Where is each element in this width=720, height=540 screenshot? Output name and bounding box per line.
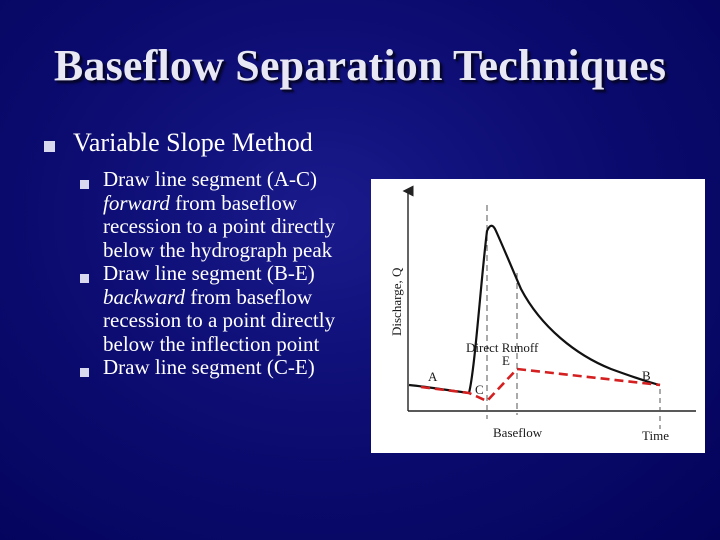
square-bullet-icon xyxy=(80,274,89,283)
sub-bullet-item xyxy=(80,356,370,380)
sub-bullet-text: Draw line segment (A-C) forward from baseflow recession to a point directly below the hydrograph peak xyxy=(103,167,336,262)
square-bullet-icon xyxy=(44,141,55,152)
point-b-label: B xyxy=(642,368,651,383)
slide-title: Baseflow Separation Techniques xyxy=(53,41,667,90)
sub-bullet-item xyxy=(80,262,370,356)
baseflow-label: Baseflow xyxy=(493,425,543,440)
sub-bullet-text: Draw line segment (B-E) backward from baseflow recession to a point directly below the inflection point xyxy=(103,261,336,356)
hydrograph-curve xyxy=(409,226,660,393)
point-e-label: E xyxy=(502,353,510,368)
direct-runoff-label: Direct Runoff xyxy=(466,340,539,355)
hydrograph-diagram xyxy=(371,179,705,453)
square-bullet-icon xyxy=(80,180,89,189)
sub-bullet-item xyxy=(80,168,370,262)
y-axis-label: Discharge, Q xyxy=(389,267,404,336)
main-bullet xyxy=(44,128,313,158)
point-a-label: A xyxy=(428,369,438,384)
square-bullet-icon xyxy=(80,368,89,377)
point-c-label: C xyxy=(475,382,484,397)
sub-bullet-text: Draw line segment (C-E) xyxy=(103,355,315,379)
x-axis-label: Time xyxy=(642,428,669,443)
sub-bullet-list xyxy=(80,168,370,380)
hydrograph-figure xyxy=(371,179,705,453)
main-bullet-text: Variable Slope Method xyxy=(73,128,313,157)
